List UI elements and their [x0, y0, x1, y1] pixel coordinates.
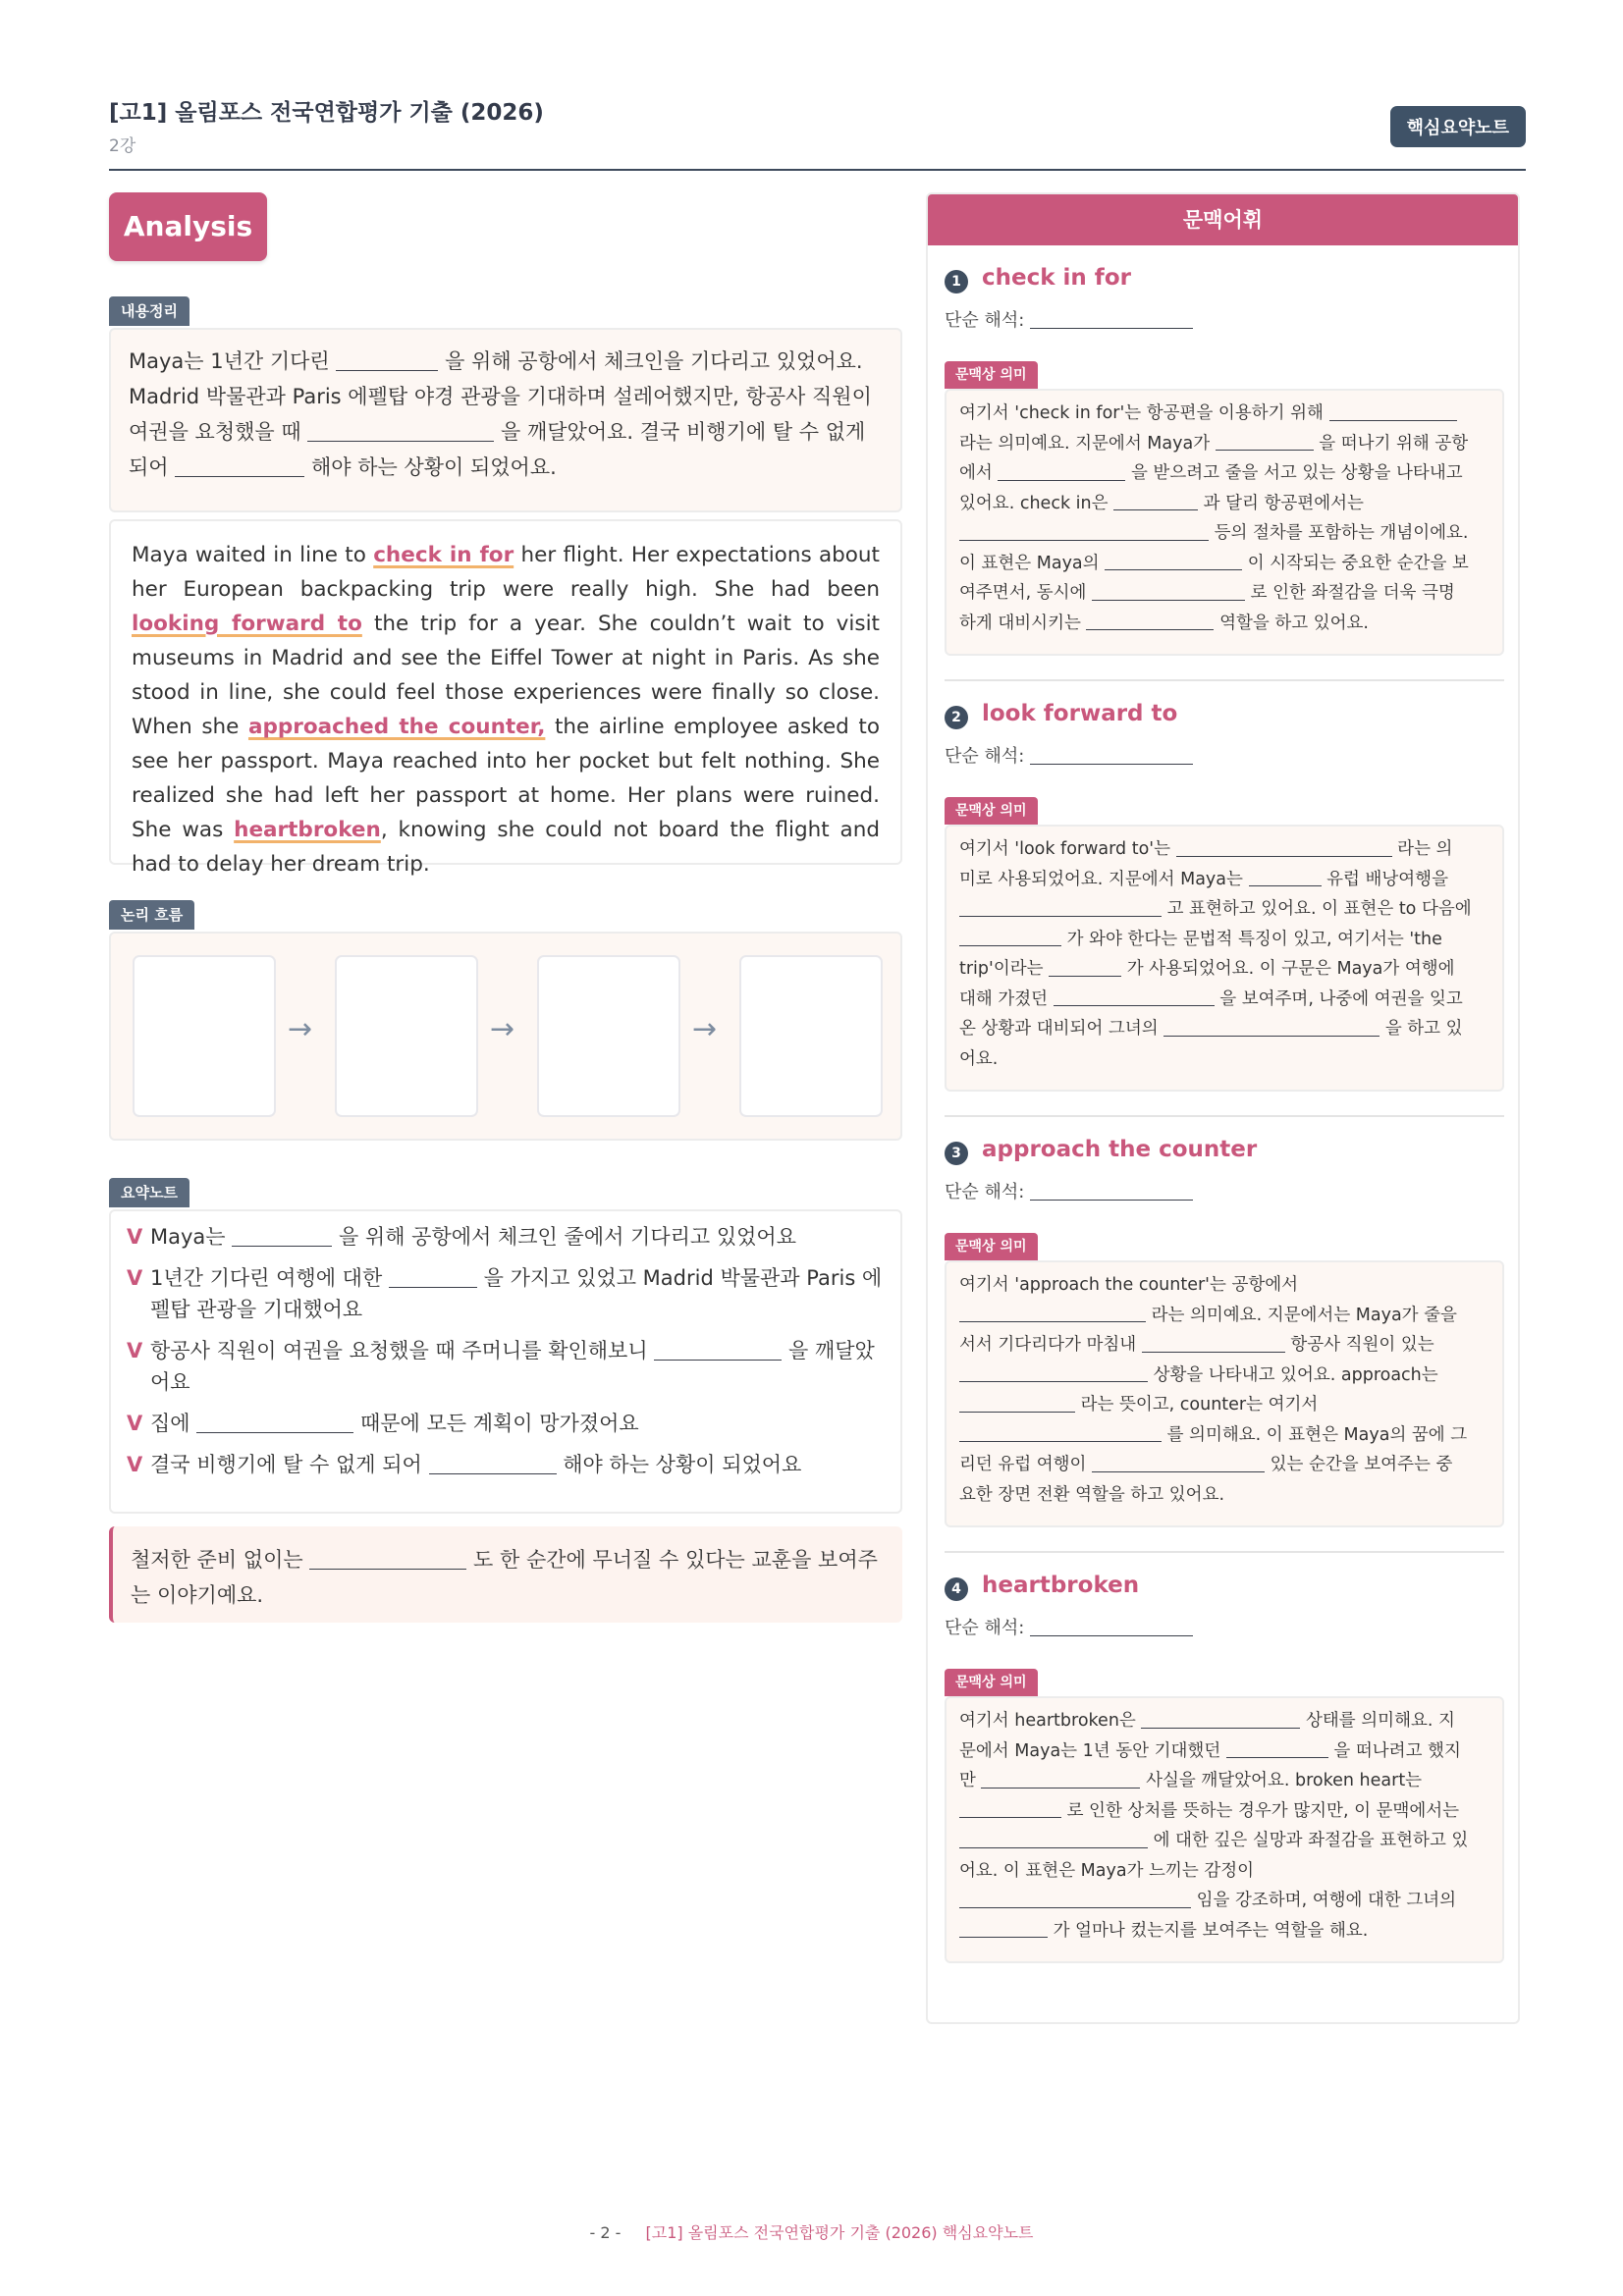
answer-blank[interactable] [1030, 1183, 1193, 1201]
answer-blank[interactable] [1216, 434, 1314, 452]
summary-notes-box [109, 1209, 902, 1514]
reading-passage: Maya waited in line to check in for her flight. Her expectations about her European backpacking trip were really high. She had been looking forward to the trip for a year. She couldn’t wait to visit museums in Madrid and see the Eiffel Tower at night in Paris. As she stood in line, she could feel those experiences were finally so close. When she approached the counter, the airline employee asked to see her passport. Maya reached into her pocket but felt nothing. She realized she had left her passport at home. Her plans were ruined. She was heartbroken, knowing she could not board the flight and had to delay her dream trip. [109, 519, 902, 865]
answer-blank[interactable] [1092, 1455, 1265, 1472]
context-meaning-box: 여기서 heartbroken은 상태를 의미해요. 지 문에서 Maya는 1년 동안 기대했던 을 떠나려고 했지 만 사실을 깨달았어요. broken heart는 로 인한 상처를 뜻하는 경우가 많지만, 이 문맥에서는 에 대한 깊은 실망과 좌절감을 표현하고 있 어요. 이 표현은 Maya가 느끼는 감정이 임을 강조하며, 여행에 대한 그녀의 가 얼마나 컸는지를 보여주는 역할을 해요. [945, 1696, 1504, 1963]
answer-blank[interactable] [1092, 583, 1245, 601]
answer-blank[interactable] [1113, 494, 1198, 511]
flow-step-4[interactable] [739, 955, 883, 1117]
answer-blank[interactable] [1049, 959, 1121, 977]
number-badge: 3 [945, 1142, 968, 1165]
number-badge: 2 [945, 706, 968, 729]
answer-blank[interactable] [389, 1267, 477, 1288]
vocab-term: look forward to [982, 701, 1178, 726]
arrow-right-icon: → [288, 1012, 313, 1046]
vocabulary-header: 문맥어휘 [928, 194, 1518, 245]
logic-flow-tag: 논리 흐름 [109, 900, 194, 930]
answer-blank[interactable] [1030, 311, 1193, 329]
context-meaning-tag: 문맥상 의미 [945, 1233, 1038, 1260]
flow-step-1[interactable] [133, 955, 276, 1117]
answer-blank[interactable] [232, 1226, 332, 1247]
highlight-check-in-for: check in for [373, 543, 514, 567]
answer-blank[interactable] [1226, 1741, 1328, 1759]
answer-blank[interactable] [981, 1771, 1140, 1789]
check-mark-icon: V [127, 1453, 143, 1476]
answer-blank[interactable] [654, 1340, 782, 1361]
lesson-number: 2강 [109, 136, 136, 156]
answer-blank[interactable] [1030, 747, 1193, 765]
answer-blank[interactable] [1163, 1019, 1380, 1037]
vocab-term: heartbroken [982, 1573, 1140, 1598]
analysis-section-label: Analysis [109, 192, 267, 261]
answer-blank[interactable] [1054, 989, 1215, 1007]
answer-blank[interactable] [307, 421, 494, 442]
context-meaning-box: 여기서 'look forward to'는 라는 의 미로 사용되었어요. 지문에서 Maya는 유럽 배낭여행을 고 표현하고 있어요. 이 표현은 to 다음에 가 와야 한다는 문법적 특징이 있고, 여기서는 'the trip'이라는 가 사용되었어요. 이 구문은 Maya가 여행에 대해 가졌던 을 보여주며, 나중에 여권을 잊고 온 상황과 대비되어 그녀의 을 하고 있 어요. [945, 825, 1504, 1092]
note-item: V Maya는 을 위해 공항에서 체크인 줄에서 기다리고 있었어요 [127, 1221, 885, 1253]
answer-blank[interactable] [959, 1891, 1191, 1908]
context-meaning-box: 여기서 'approach the counter'는 공항에서 라는 의미예요. 지문에서는 Maya가 줄을 서서 기다리다가 마침내 항공사 직원이 있는 상황을 나타내고 있어요. approach는 라는 뜻이고, counter는 여기서 를 의미해요. 이 표현은 Maya의 꿈에 그 리던 유럽 여행이 있는 순간을 보여주는 중 요한 장면 전환 역할을 하고 있어요. [945, 1260, 1504, 1527]
number-badge: 4 [945, 1577, 968, 1601]
logic-flow-box [109, 932, 902, 1141]
summary-line-4: 되어 해야 하는 상황이 되었어요. [129, 455, 557, 479]
answer-blank[interactable] [1141, 1711, 1300, 1729]
answer-blank[interactable] [959, 1425, 1162, 1443]
simple-translation: 단순 해석: [945, 1178, 1193, 1203]
context-meaning-box: 여기서 'check in for'는 항공편을 이용하기 위해 라는 의미예요. 지문에서 Maya가 을 떠나기 위해 공항 에서 을 받으려고 줄을 서고 있는 상황을 나타내고 있어요. check in은 과 달리 항공편에서는 등의 절차를 포함하는 개념이에요. 이 표현은 Maya의 이 시작되는 중요한 순간을 보 여주면서, 동시에 로 인한 좌절감을 더욱 극명 하게 대비시키는 역할을 하고 있어요. [945, 389, 1504, 656]
summary-line-1: Maya는 1년간 기다린 을 위해 공항에서 체크인을 기다리고 있었어요. [129, 349, 863, 373]
answer-blank[interactable] [959, 1831, 1148, 1848]
summary-notes-tag: 요약노트 [109, 1178, 189, 1207]
answer-blank[interactable] [959, 523, 1209, 541]
check-mark-icon: V [127, 1225, 143, 1249]
check-mark-icon: V [127, 1412, 143, 1435]
answer-blank[interactable] [309, 1549, 466, 1570]
answer-blank[interactable] [175, 456, 304, 477]
answer-blank[interactable] [959, 930, 1061, 947]
answer-blank[interactable] [1249, 870, 1322, 887]
arrow-right-icon: → [692, 1012, 718, 1046]
summary-line-3: 여권을 요청했을 때 을 깨달았어요. 결국 비행기에 탈 수 없게 [129, 420, 866, 444]
simple-translation: 단순 해석: [945, 1614, 1193, 1639]
check-mark-icon: V [127, 1339, 143, 1362]
context-vocabulary-panel [926, 192, 1520, 2024]
highlight-look-forward-to: looking forward to [132, 612, 362, 636]
answer-blank[interactable] [1176, 839, 1392, 857]
flow-step-3[interactable] [537, 955, 680, 1117]
answer-blank[interactable] [959, 899, 1162, 917]
note-item: V 항공사 직원이 여권을 요청했을 때 주머니를 확인해보니 을 깨달았어요 [127, 1335, 885, 1398]
arrow-right-icon: → [490, 1012, 515, 1046]
answer-blank[interactable] [196, 1413, 353, 1433]
answer-blank[interactable] [959, 1365, 1148, 1383]
answer-blank[interactable] [959, 1306, 1146, 1323]
answer-blank[interactable] [1105, 554, 1242, 571]
answer-blank[interactable] [998, 463, 1125, 481]
item-divider [945, 679, 1504, 681]
answer-blank[interactable] [959, 1801, 1061, 1819]
answer-blank[interactable] [1086, 614, 1214, 631]
footer-title: [고1] 올림포스 전국연합평가 기출 (2026) 핵심요약노트 [645, 2223, 1034, 2242]
simple-translation: 단순 해석: [945, 306, 1193, 332]
document-title: [고1] 올림포스 전국연합평가 기출 (2026) [109, 100, 544, 126]
note-item: V 1년간 기다린 여행에 대한 을 가지고 있었고 Madrid 박물관과 Paris 에펠탑 관광을 기대했어요 [127, 1262, 885, 1325]
page-number: - 2 - [589, 2223, 622, 2242]
answer-blank[interactable] [429, 1454, 557, 1474]
answer-blank[interactable] [336, 350, 438, 371]
highlight-approached-the-counter: approached the counter, [247, 715, 546, 739]
highlight-heartbroken: heartbroken [234, 818, 381, 842]
summary-line-2: Madrid 박물관과 Paris 에펠탑 야경 관광을 기대하며 설레어했지만, 항공사 직원이 [129, 385, 872, 408]
answer-blank[interactable] [1329, 403, 1457, 421]
answer-blank[interactable] [959, 1921, 1048, 1939]
flow-step-2[interactable] [335, 955, 478, 1117]
note-item: V 집에 때문에 모든 계획이 망가졌어요 [127, 1408, 885, 1439]
page-footer [0, 2220, 1623, 2243]
context-meaning-tag: 문맥상 의미 [945, 361, 1038, 389]
answer-blank[interactable] [959, 1395, 1075, 1413]
number-badge: 1 [945, 270, 968, 294]
answer-blank[interactable] [1142, 1335, 1285, 1353]
content-summary-box [109, 328, 902, 512]
note-item: V 결국 비행기에 탈 수 없게 되어 해야 하는 상황이 되었어요 [127, 1449, 885, 1480]
vocab-term: approach the counter [982, 1137, 1258, 1162]
summary-tag: 내용정리 [109, 296, 189, 326]
check-mark-icon: V [127, 1266, 143, 1290]
context-meaning-tag: 문맥상 의미 [945, 797, 1038, 825]
lesson-callout: 철저한 준비 없이는 도 한 순간에 무너질 수 있다는 교훈을 보여주는 이야기예요. [109, 1526, 902, 1623]
vocab-term: check in for [982, 265, 1131, 291]
note-type-badge: 핵심요약노트 [1390, 106, 1526, 147]
context-meaning-tag: 문맥상 의미 [945, 1669, 1038, 1696]
page-header [109, 94, 1526, 171]
answer-blank[interactable] [1030, 1619, 1193, 1636]
item-divider [945, 1551, 1504, 1553]
simple-translation: 단순 해석: [945, 742, 1193, 768]
item-divider [945, 1115, 1504, 1117]
